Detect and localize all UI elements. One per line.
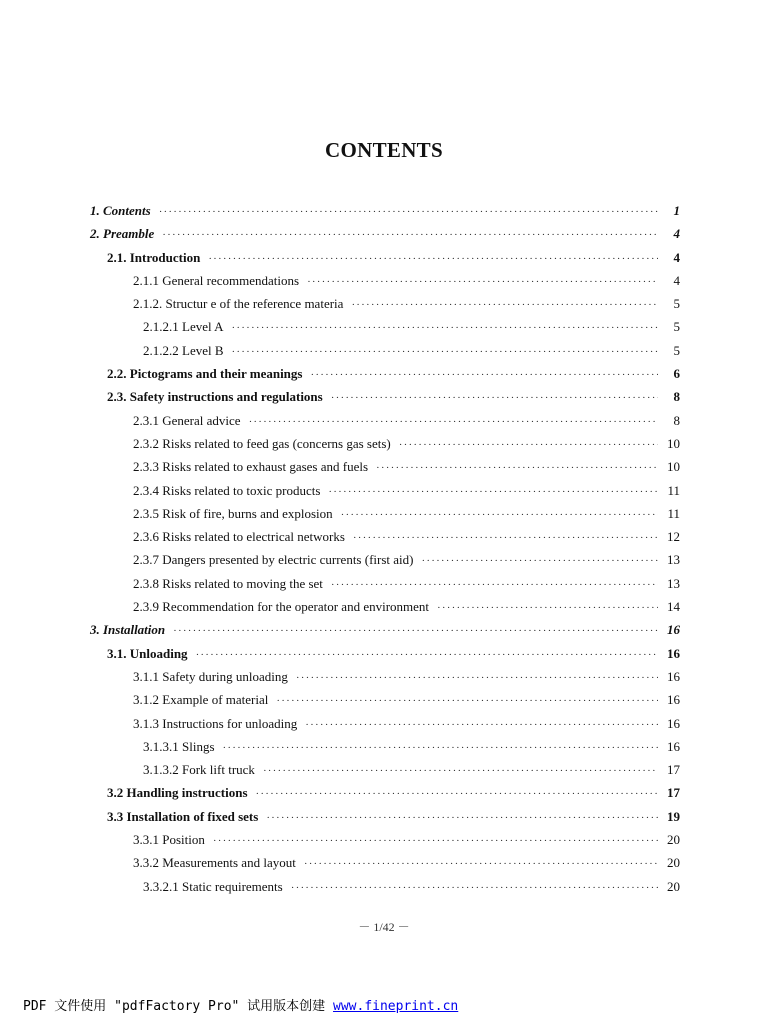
- toc-entry-page: 14: [667, 599, 680, 615]
- toc-entry[interactable]: [90, 199, 680, 222]
- toc-entry-label: 2.2. Pictograms and their meanings: [107, 366, 303, 382]
- toc-entry[interactable]: [90, 292, 680, 315]
- toc-entry-label: 2.1.1 General recommendations: [133, 272, 300, 288]
- toc-entry[interactable]: [90, 688, 680, 711]
- toc-dot-leader: [296, 667, 658, 690]
- toc-entry[interactable]: [90, 781, 680, 804]
- toc-entry[interactable]: [90, 432, 680, 455]
- toc-entry[interactable]: [90, 758, 680, 781]
- toc-entry-label: 1. Contents: [90, 203, 151, 218]
- toc-dot-leader: [351, 294, 658, 317]
- toc-dot-leader: [232, 317, 658, 340]
- toc-entry-page: 16: [667, 668, 680, 684]
- toc-entry[interactable]: [90, 665, 680, 688]
- toc-entry[interactable]: [90, 479, 680, 502]
- toc-entry[interactable]: [90, 525, 680, 548]
- toc-entry[interactable]: [90, 642, 680, 665]
- toc-entry-page: 4: [673, 272, 680, 288]
- toc-entry[interactable]: [90, 455, 680, 478]
- toc-entry[interactable]: [90, 548, 680, 571]
- toc-entry-label: 2. Preamble: [90, 226, 155, 242]
- toc-entry-label: 3.1.1 Safety during unloading: [133, 668, 288, 684]
- toc-dot-leader: [353, 527, 658, 550]
- toc-entry-page: 20: [667, 832, 680, 848]
- toc-dot-leader: [263, 760, 658, 783]
- toc-entry[interactable]: [90, 362, 680, 385]
- toc-entry-label: 2.1.2.1 Level A: [143, 319, 224, 335]
- toc-entry-label: 2.3. Safety instructions and regulations: [107, 389, 323, 405]
- toc-entry[interactable]: [90, 339, 680, 362]
- toc-dot-leader: [328, 481, 658, 504]
- watermark-link[interactable]: www.fineprint.cn: [333, 999, 459, 1014]
- toc-entry-label: 2.1.2.2 Level B: [143, 342, 224, 358]
- toc-entry[interactable]: [90, 735, 680, 758]
- toc-dot-leader: [341, 504, 658, 527]
- toc-entry-label: 2.1.2. Structur e of the reference materia: [133, 296, 344, 312]
- toc-entry-page: 20: [667, 855, 680, 871]
- toc-dot-leader: [196, 644, 658, 667]
- toc-entry[interactable]: [90, 828, 680, 851]
- watermark-text: PDF 文件使用 "pdfFactory Pro" 试用版本创建: [23, 999, 334, 1014]
- toc-entry[interactable]: [90, 409, 680, 432]
- toc-entry-label: 3.3.1 Position: [133, 832, 205, 848]
- toc-entry-label: 3. Installation: [90, 622, 166, 638]
- toc-entry[interactable]: [90, 618, 680, 641]
- toc-entry[interactable]: [90, 222, 680, 245]
- toc-entry-page: 8: [673, 389, 680, 405]
- toc-dot-leader: [162, 224, 658, 247]
- toc-entry[interactable]: [90, 712, 680, 735]
- toc-dot-leader: [223, 737, 658, 760]
- toc-entry-label: 2.3.5 Risk of fire, burns and explosion: [133, 505, 333, 521]
- toc-entry-label: 3.1.2 Example of material: [133, 692, 269, 708]
- toc-entry-label: 3.1. Unloading: [107, 645, 188, 661]
- toc-dot-leader: [291, 877, 658, 900]
- toc-entry[interactable]: [90, 385, 680, 408]
- toc-dot-leader: [266, 807, 658, 830]
- toc-entry-label: 2.3.3 Risks related to exhaust gases and fuels: [133, 459, 369, 475]
- toc-entry[interactable]: [90, 246, 680, 269]
- toc-entry-page: 10: [667, 459, 680, 475]
- toc-entry-label: 2.1. Introduction: [107, 249, 201, 265]
- toc-entry-page: 13: [667, 552, 680, 568]
- toc-entry-label: 2.3.7 Dangers presented by electric currents (first aid): [133, 552, 414, 568]
- toc-entry-page: 16: [667, 692, 680, 708]
- toc-entry-label: 2.3.2 Risks related to feed gas (concerns gas sets): [133, 435, 391, 451]
- toc-entry-page: 16: [667, 738, 680, 754]
- toc-entry[interactable]: [90, 805, 680, 828]
- toc-dot-leader: [310, 364, 658, 387]
- toc-entry-page: 1: [673, 203, 680, 218]
- page-title: CONTENTS: [325, 138, 443, 162]
- toc-entry-label: 3.1.3.2 Fork lift truck: [143, 762, 255, 778]
- toc-dot-leader: [305, 714, 658, 737]
- toc-entry-page: 4: [673, 249, 680, 265]
- toc-entry-label: 3.3.2 Measurements and layout: [133, 855, 296, 871]
- toc-entry[interactable]: [90, 595, 680, 618]
- toc-dot-leader: [437, 597, 658, 620]
- toc-dot-leader: [208, 248, 658, 271]
- toc-dot-leader: [421, 550, 658, 573]
- toc-entry-label: 2.3.1 General advice: [133, 412, 241, 428]
- toc-entry-label: 3.1.3 Instructions for unloading: [133, 715, 298, 731]
- table-of-contents: [90, 199, 680, 898]
- toc-dot-leader: [173, 620, 658, 643]
- toc-entry[interactable]: [90, 875, 680, 898]
- toc-entry-page: 19: [667, 808, 680, 824]
- toc-entry-page: 5: [673, 342, 680, 358]
- toc-entry-page: 16: [667, 715, 680, 731]
- toc-entry-page: 17: [667, 785, 680, 801]
- toc-entry-page: 17: [667, 762, 680, 778]
- toc-entry[interactable]: [90, 315, 680, 338]
- toc-dot-leader: [249, 411, 658, 434]
- toc-dot-leader: [307, 271, 658, 294]
- toc-dot-leader: [399, 434, 658, 457]
- toc-dot-leader: [256, 783, 658, 806]
- toc-entry-page: 8: [673, 412, 680, 428]
- toc-entry-page: 5: [673, 319, 680, 335]
- toc-entry-page: 16: [667, 645, 680, 661]
- toc-dot-leader: [304, 853, 658, 876]
- toc-entry-page: 5: [673, 296, 680, 312]
- watermark: [23, 995, 458, 1014]
- toc-dot-leader: [276, 690, 658, 713]
- toc-entry-label: 2.3.4 Risks related to toxic products: [133, 482, 321, 498]
- toc-entry-page: 11: [667, 482, 680, 498]
- toc-dot-leader: [376, 457, 658, 480]
- toc-entry-page: 12: [667, 529, 680, 545]
- toc-entry-label: 3.2 Handling instructions: [107, 785, 248, 801]
- toc-entry-label: 2.3.8 Risks related to moving the set: [133, 575, 323, 591]
- toc-entry-label: 2.3.9 Recommendation for the operator and environment: [133, 599, 430, 615]
- toc-entry-label: 3.3 Installation of fixed sets: [107, 808, 259, 824]
- toc-entry-page: 6: [673, 366, 680, 382]
- toc-entry-label: 3.3.2.1 Static requirements: [143, 878, 283, 894]
- toc-dot-leader: [159, 201, 658, 224]
- toc-entry-page: 13: [667, 575, 680, 591]
- toc-dot-leader: [331, 387, 658, 410]
- toc-dot-leader: [232, 341, 658, 364]
- toc-entry-page: 16: [667, 622, 680, 638]
- toc-entry-page: 4: [673, 226, 680, 242]
- toc-entry-page: 10: [667, 435, 680, 451]
- toc-entry[interactable]: [90, 269, 680, 292]
- toc-entry-page: 20: [667, 878, 680, 894]
- toc-dot-leader: [331, 574, 658, 597]
- toc-entry-page: 11: [667, 505, 680, 521]
- page-number: － 1/42 －: [358, 920, 410, 934]
- toc-entry[interactable]: [90, 572, 680, 595]
- toc-dot-leader: [213, 830, 658, 853]
- toc-entry-label: 3.1.3.1 Slings: [143, 738, 215, 754]
- toc-entry-label: 2.3.6 Risks related to electrical networks: [133, 529, 345, 545]
- toc-entry[interactable]: [90, 851, 680, 874]
- toc-entry[interactable]: [90, 502, 680, 525]
